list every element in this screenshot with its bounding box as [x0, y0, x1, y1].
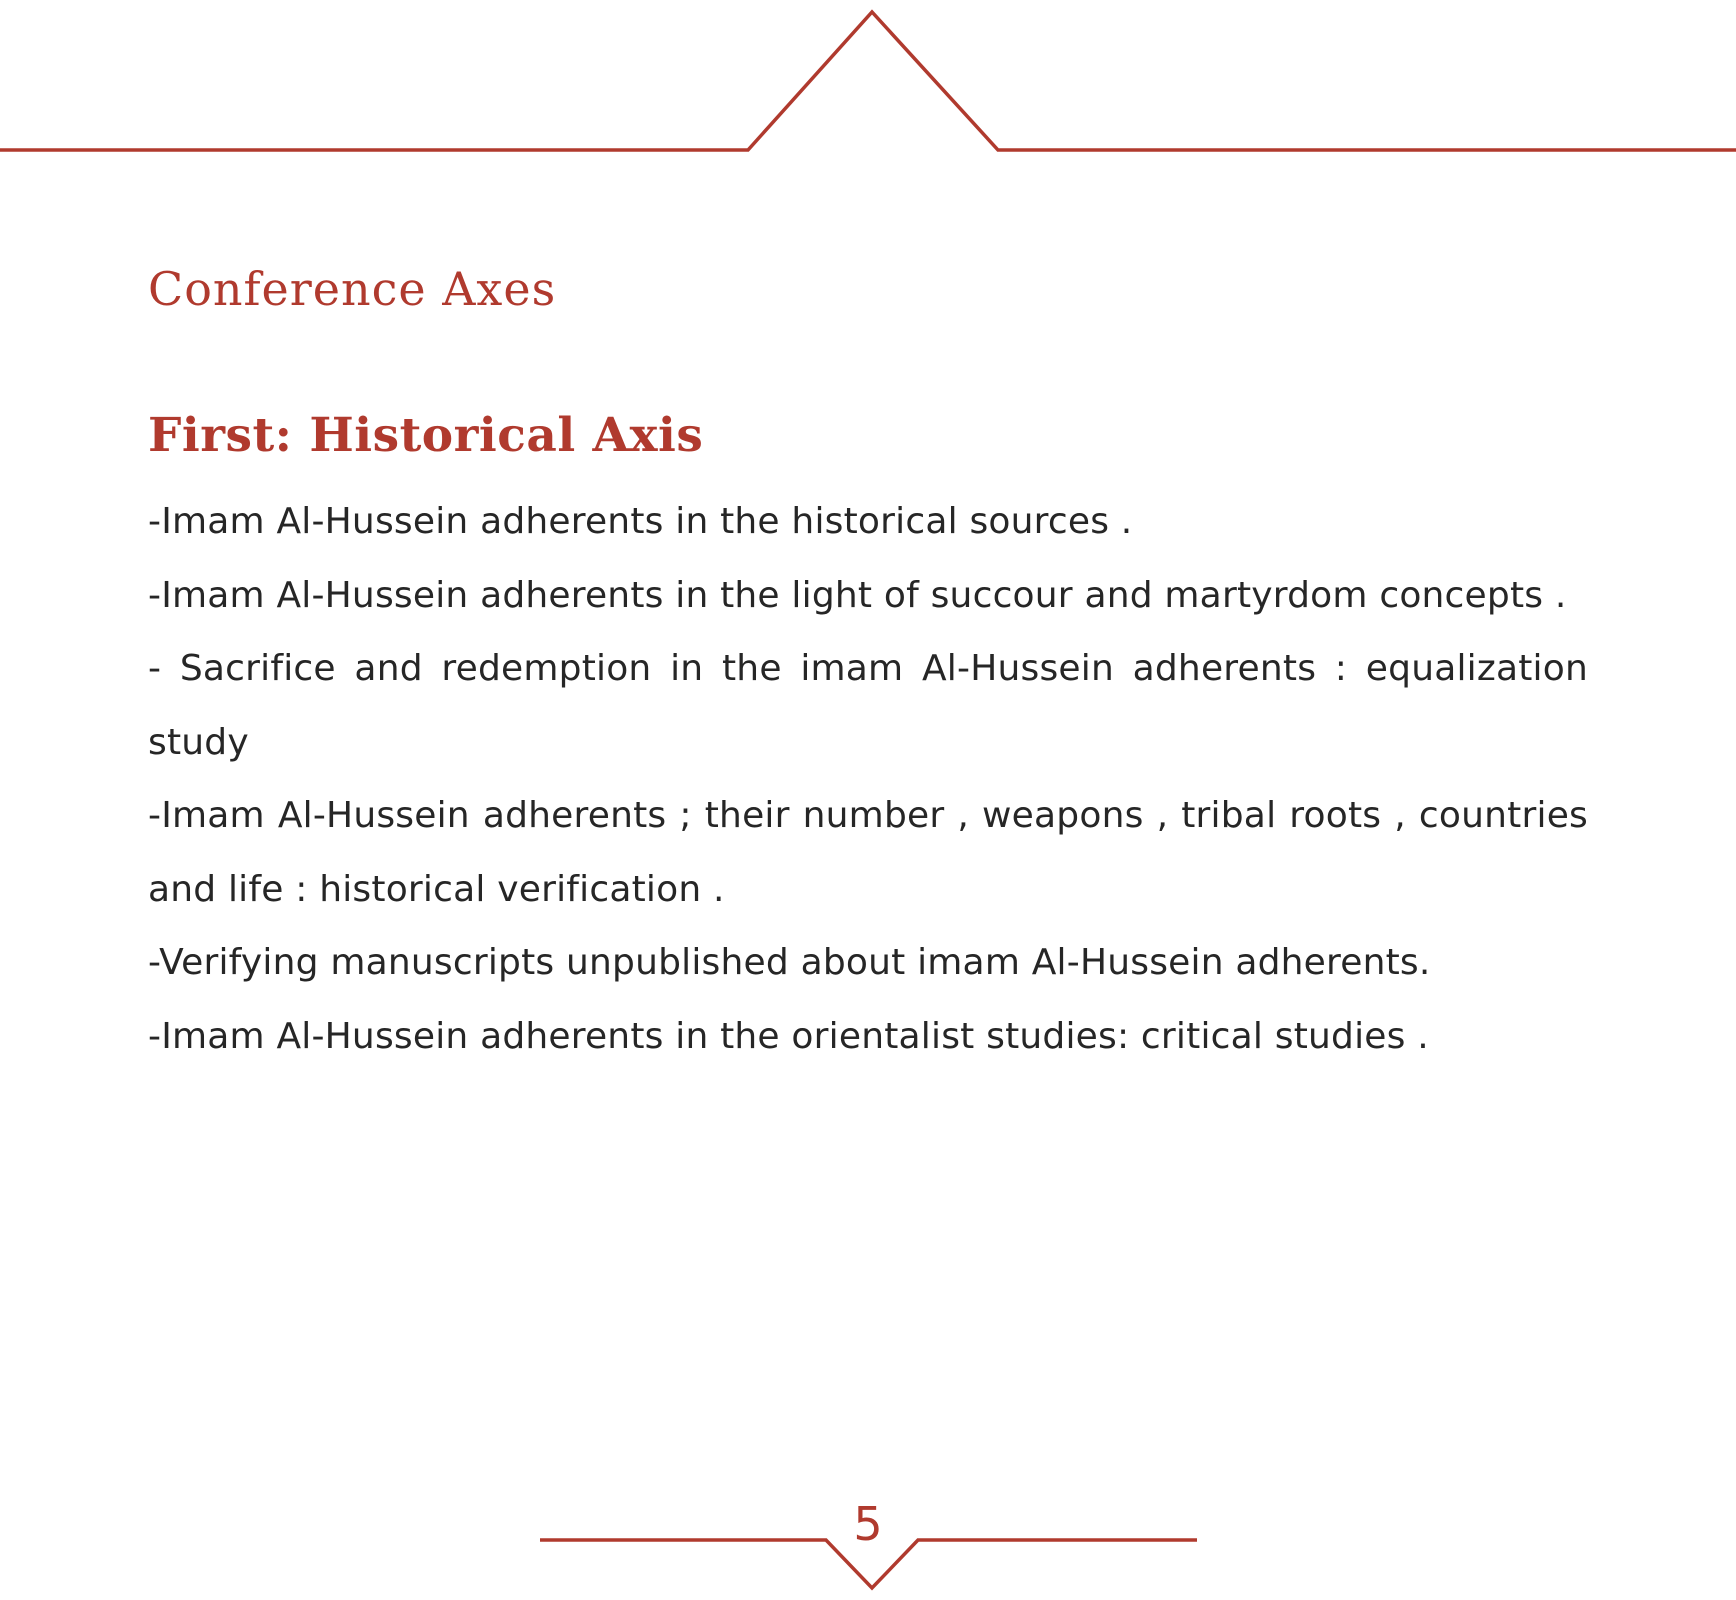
page-title: Conference Axes — [148, 262, 557, 316]
section-heading: First: Historical Axis — [148, 408, 704, 463]
list-item: -Imam Al-Hussein adherents in the light of succour and martyrdom concepts . — [148, 574, 1567, 616]
list-item: -Imam Al-Hussein adherents ; their number , weapons , tribal roots , countries and life : historical verification . — [148, 795, 1588, 910]
list-item: -Imam Al-Hussein adherents in the historical sources . — [148, 501, 1133, 542]
top-chevron-line — [0, 12, 1736, 150]
axis-list — [148, 485, 1588, 1073]
list-item: -Verifying manuscripts unpublished about imam Al-Hussein adherents. — [148, 942, 1431, 983]
top-ornament — [0, 0, 1736, 160]
list-item: - Sacrifice and redemption in the imam Al-Hussein adherents : equalization study — [148, 648, 1588, 763]
page-number: 5 — [853, 1497, 883, 1551]
list-item: -Imam Al-Hussein adherents in the orientalist studies: critical studies . — [148, 1015, 1429, 1057]
